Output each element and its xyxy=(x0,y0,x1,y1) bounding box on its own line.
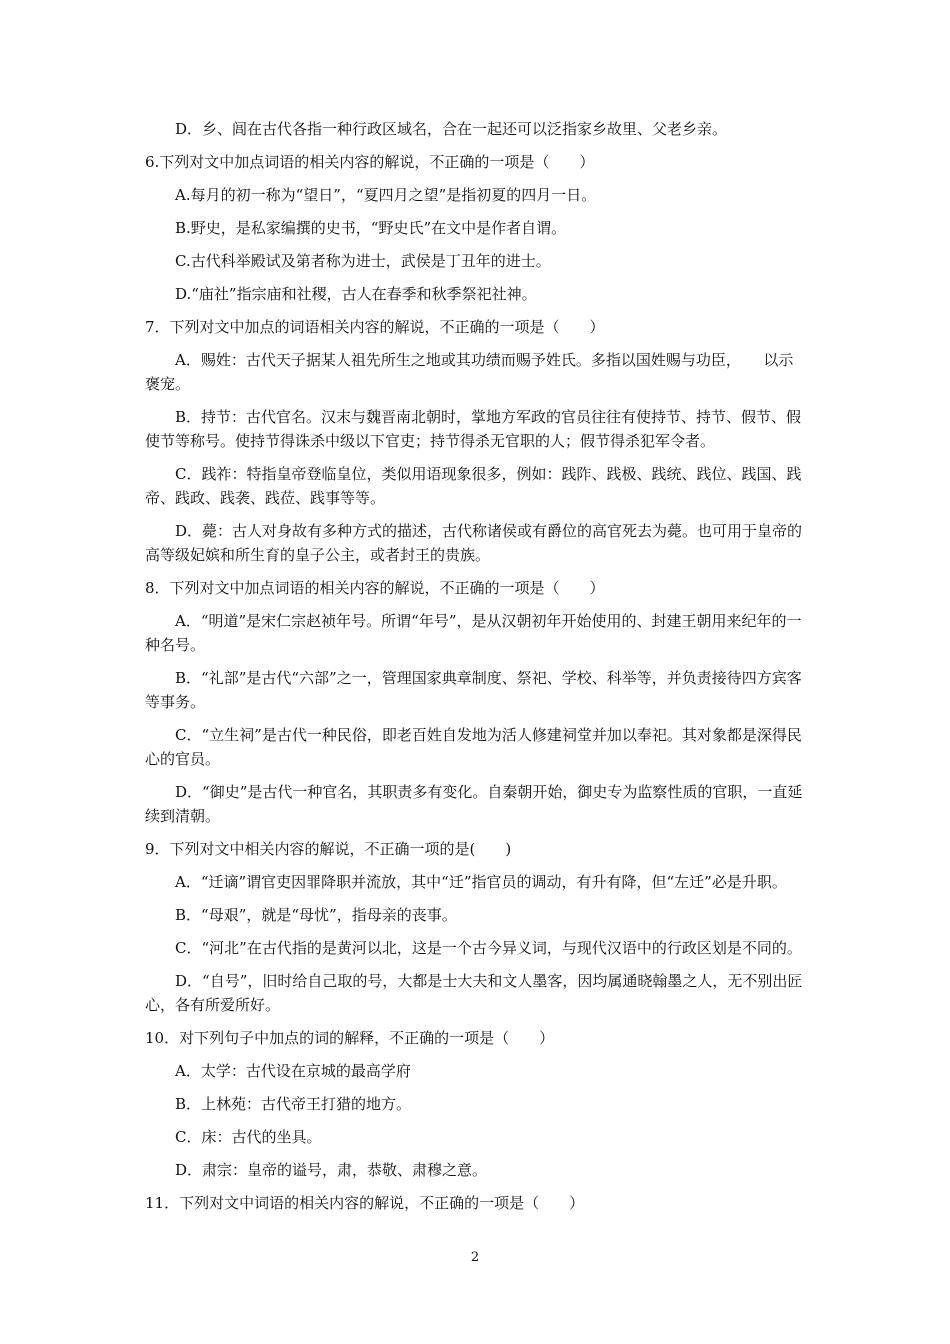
question-9-option-c: C．“河北”在古代指的是黄河以北，这是一个古今异义词，与现代汉语中的行政区划是不同的。 xyxy=(175,939,802,957)
question-10-option-c: C．床：古代的坐具。 xyxy=(175,1128,322,1146)
question-6-option-a: A.每月的初一称为“望日”，“夏四月之望”是指初夏的四月一日。 xyxy=(175,186,597,204)
question-6-option-c: C.古代科举殿试及第者称为进士，武侯是丁丑年的进士。 xyxy=(175,252,551,270)
question-7-option-c: C．践祚：特指皇帝登临皇位，类似用语现象很多，例如：践阼、践极、践统、践位、践国、践帝、践政、践袭、践莅、践事等等。 xyxy=(145,465,802,507)
question-9-option-b: B．“母艰”，就是“母忧”，指母亲的丧事。 xyxy=(175,906,457,924)
question-10-option-a: A．太学：古代设在京城的最高学府 xyxy=(175,1062,411,1080)
question-6-option-b: B.野史，是私家编撰的史书，“野史氏”在文中是作者自谓。 xyxy=(175,219,567,237)
question-10-stem: 10．对下列句子中加点的词的解释，不正确的一项是（ ） xyxy=(145,1029,555,1047)
question-8-option-b: B．“礼部”是古代“六部”之一，管理国家典章制度、祭祀、学校、科举等，并负责接待四方宾客等事务。 xyxy=(145,669,802,711)
question-11-stem: 11．下列对文中词语的相关内容的解说，不正确的一项是（ ） xyxy=(145,1194,585,1212)
question-9-option-d: D．“自号”，旧时给自己取的号，大都是士大夫和文人墨客，因均属通晓翰墨之人，无不别出匠心，各有所爱所好。 xyxy=(145,972,803,1014)
question-7-option-b: B．持节：古代官名。汉末与魏晋南北朝时，掌地方军政的官员往往有使持节、持节、假节、假使节等称号。使持节得诛杀中级以下官吏；持节得杀无官职的人；假节得杀犯军令者。 xyxy=(145,408,802,450)
question-8-stem: 8．下列对文中加点词语的相关内容的解说，不正确的一项是（ ） xyxy=(145,579,605,597)
prev-question-option-d: D．乡、闾在古代各指一种行政区域名，合在一起还可以泛指家乡故里、父老乡亲。 xyxy=(175,120,728,138)
question-9-option-a: A．“迁谪”谓官吏因罪降职并流放，其中“迁”指官员的调动，有升有降，但“左迁”必是升职。 xyxy=(175,873,787,891)
question-7-stem: 7．下列对文中加点的词语相关内容的解说，不正确的一项是（ ） xyxy=(145,318,605,336)
question-6-option-d: D.“庙社”指宗庙和社稷，古人在春季和秋季祭祀社神。 xyxy=(175,285,537,303)
question-10-option-b: B．上林苑：古代帝王打猎的地方。 xyxy=(175,1095,412,1113)
question-7-option-a: A．赐姓：古代天子据某人祖先所生之地或其功绩而赐予姓氏。多指以国姓赐与功臣， 以示褒宠。 xyxy=(145,351,794,393)
question-8-option-a: A．“明道”是宋仁宗赵祯年号。所谓“年号”，是从汉朝初年开始使用的、封建王朝用来纪年的一种名号。 xyxy=(145,612,802,654)
question-8-option-d: D．“御史”是古代一种官名，其职责多有变化。自秦朝开始，御史专为监察性质的官职，一直延续到清朝。 xyxy=(145,783,803,825)
question-9-stem: 9．下列对文中相关内容的解说，不正确一项的是( ) xyxy=(145,840,512,858)
page-number: 2 xyxy=(470,1250,480,1265)
question-list xyxy=(145,117,805,1224)
question-6-stem: 6.下列对文中加点词语的相关内容的解说，不正确的一项是（ ） xyxy=(145,153,595,171)
question-8-option-c: C．“立生祠”是古代一种民俗，即老百姓自发地为活人修建祠堂并加以奉祀。其对象都是深得民心的官员。 xyxy=(145,726,802,768)
question-10-option-d: D．肃宗：皇帝的谥号，肃，恭敬、肃穆之意。 xyxy=(175,1161,488,1179)
question-7-option-d: D．薨：古人对身故有多种方式的描述，古代称诸侯或有爵位的高官死去为薨。也可用于皇帝的高等级妃嫔和所生育的皇子公主，或者封王的贵族。 xyxy=(145,522,803,564)
